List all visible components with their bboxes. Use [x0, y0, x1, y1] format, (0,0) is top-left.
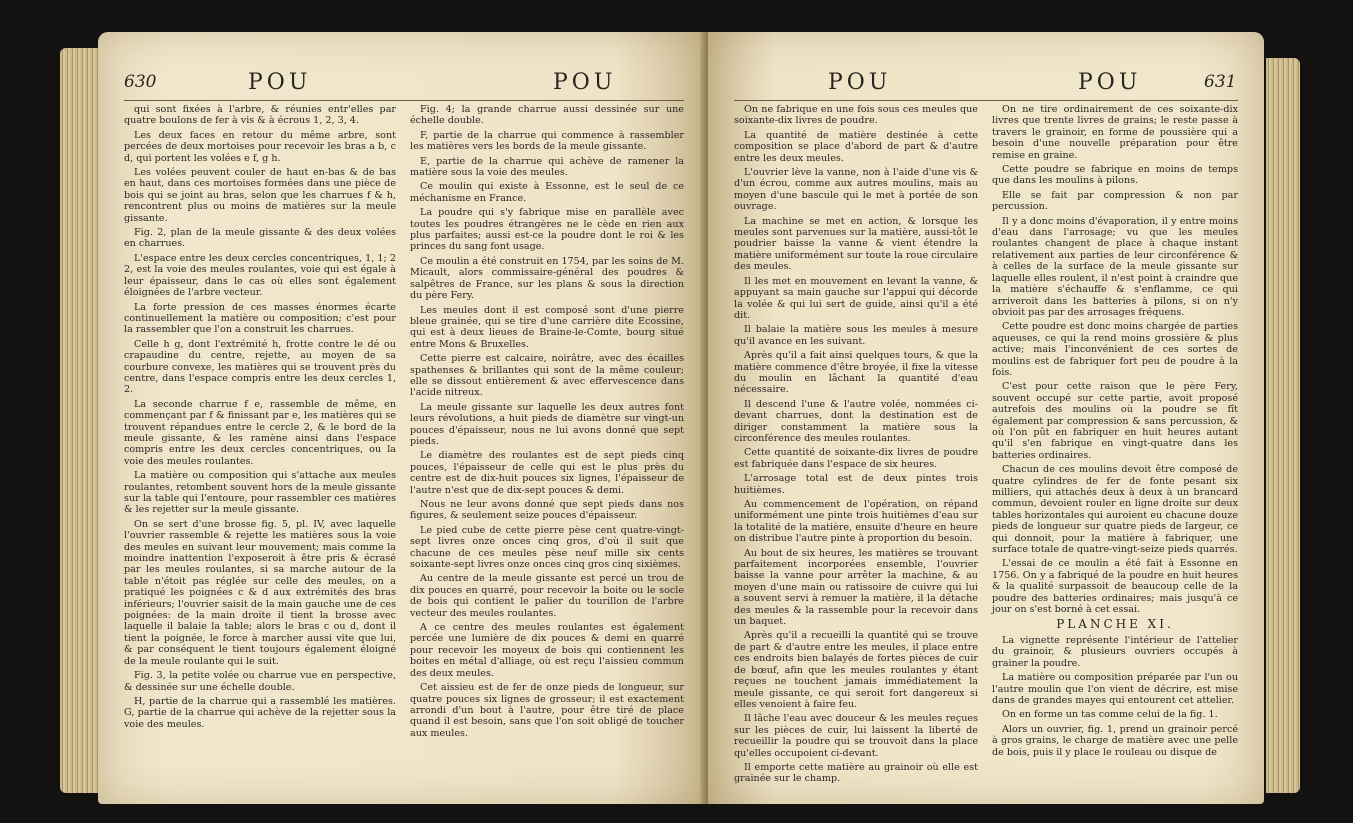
paragraph: La matière ou composition préparée par l'un ou l'autre moulin que l'on vient de décrire, est mise dans de grandes mayes qui entourent cet attelier.	[992, 672, 1238, 706]
paragraph: On en forme un tas comme celui de la fig. 1.	[1002, 709, 1218, 721]
paragraph: Alors un ouvrier, fig. 1, prend un grainoir percé à gros grains, le charge de matière avec une pelle de bois, puis il y place le rouleau ou disque de	[992, 723, 1238, 758]
paragraph: Le pied cube de cette pierre pèse cent quatre-vingt-sept livres onze onces cinq gros, d'où il suit que chacune de ces meules pèse neuf mille six cents soixante-sept livres onze onces cinq gros cinq sixièmes.	[410, 524, 684, 571]
paragraph: Chacun de ces moulins devoit être composé de quatre cylindres de fer de fonte pesant six milliers, qui attachés deux à deux à un brancard commun, devoient rouler en ligne droite sur deux tables horizontales qui auroient eu chacune douze pieds de longueur sur quatre pieds de largeur, ce qui donnoit, pour la matière à fabriquer, une surface totale de quatre-vingt-seize pieds quarrés.	[992, 464, 1238, 556]
paragraph: Fig. 3, la petite volée ou charrue vue en perspective, & dessinée sur une échelle double.	[124, 670, 396, 693]
paragraph: Il y a donc moins d'évaporation, il y entre moins d'eau dans l'arrosage; vu que les meules roulantes changent de place à chaque instant relativement aux parties de leur circonférence & à celles de la surface de la meule gissante sur laquelle elles roulent, il n'est point à craindre que la matière s'échauffe & s'enflamme, ce qui arriveroit dans les batteries à pilons, si on n'y obvioit pas par des arrosages fréquens.	[992, 215, 1238, 318]
text-column-right	[410, 104, 684, 742]
paragraph: A ce centre des meules roulantes est également percée une lumière de dix pouces & demi en quarré pour recevoir les moyeux de bois qui contiennent les boites en métal d'alliage, où est reçu l'aissieu commun des deux meules.	[410, 622, 684, 679]
text-column-left	[124, 104, 396, 733]
paragraph: La machine se met en action, & lorsque les meules sont parvenues sur la matière, aussi-tôt le poudrier baisse la vanne & vient étendre la matière uniformément sur toute la roue circulaire des meules.	[734, 215, 978, 273]
paragraph: E, partie de la charrue qui achève de ramener la matière sous la voie des meules.	[410, 155, 684, 179]
paragraph: La quantité de matière destinée à cette composition se place d'abord de part & d'autre entre les deux meules.	[734, 129, 978, 164]
paragraph: Cette poudre se fabrique en moins de temps que dans les moulins à pilons.	[992, 164, 1238, 187]
paragraph: Il emporte cette matière au grainoir où elle est grainée sur le champ.	[734, 761, 978, 785]
paragraph: Il les met en mouvement en levant la vanne, & appuyant sa main gauche sur l'appui qui décorde la volée & qui lui sert de guide, ainsi qu'il a été dit.	[734, 275, 978, 321]
paragraph: Les deux faces en retour du même arbre, sont percées de deux mortoises pour recevoir les bras a b, c d, qui portent les volées e f, g h.	[124, 129, 396, 164]
paragraph: La seconde charrue f e, rassemble de même, en commençant par f & finissant par e, les matières qui se trouvent répandues entre le cercle 2, & le bord de la meule gissante, & les ramène ainsi dans l'espace compris entre les deux cercles concentriques, ou la voie des meules roulantes.	[124, 398, 396, 467]
page-number: 631	[1204, 72, 1237, 92]
paragraph: La forte pression de ces masses énormes écarte continuellement la matière ou composition; c'est pour la rassembler que l'on a construit les charrues.	[124, 301, 396, 336]
paragraph: Elle se fait par compression & non par percussion.	[992, 189, 1238, 213]
paragraph: Fig. 2, plan de la meule gissante & des deux volées en charrues.	[124, 227, 396, 250]
section-heading: PLANCHE XI.	[1056, 617, 1174, 632]
page-number: 630	[124, 72, 157, 92]
running-head: POU	[1078, 70, 1142, 95]
paragraph: Fig. 4; la grande charrue aussi dessinée sur une échelle double.	[410, 104, 684, 127]
paragraph: On se sert d'une brosse fig. 5, pl. IV, avec laquelle l'ouvrier rassemble & rejette les matières sous la voie des meules en suivant leur mouvement; mais comme la moindre inattention l'exposeroit à être pris & écrasé par les meules roulantes, si sa marche autour de la table n'étoit pas réglée sur celle des meules, on a pratiqué les poignées c & d aux extrémités des bras inférieurs; l'ouvrier saisit de la main gauche une de ces poignées: de la main droite il tient la brosse avec laquelle il balaie la table; alors le bras c ou d, dont il tient la poignée, le force à marcher aussi vite que lui, & par conséquent le tient toujours également éloigné de la meule roulante qui le suit.	[124, 518, 396, 667]
paragraph: Nous ne leur avons donné que sept pieds dans nos figures, & seulement seize pouces d'épaisseur.	[410, 499, 684, 522]
text-column-left	[734, 104, 978, 788]
paragraph: F, partie de la charrue qui commence à rassembler les matières vers les bords de la meule gissante.	[410, 129, 684, 153]
paragraph: Le diamètre des roulantes est de sept pieds cinq pouces, l'épaisseur de celle qui est le plus près du centre est de dix-huit pouces six lignes, l'épaisseur de l'autre n'est que de dix-sept pouces & demi.	[410, 450, 684, 496]
right-page	[708, 32, 1264, 804]
running-head: POU	[828, 70, 892, 95]
paragraph: Après qu'il a fait ainsi quelques tours, & que la matière commence d'être broyée, il fixe la vitesse du moulin en lâchant la quantité d'eau nécessaire.	[734, 350, 978, 396]
page-edges-left	[60, 48, 100, 793]
paragraph: Au bout de six heures, les matières se trouvant parfaitement incorporées ensemble, l'ouvrier baisse la vanne pour arrêter la machine, & au moyen d'une main ou ratissoire de cuivre qui lui a souvent servi à remuer la matière, il la détache des meules & la rassemble pour la recevoir dans un baquet.	[734, 547, 978, 628]
paragraph: H, partie de la charrue qui a rassemblé les matières. G, partie de la charrue qui achève de la rejetter sous la voie des meules.	[124, 695, 396, 730]
paragraph: Il balaie la matière sous les meules à mesure qu'il avance en les suivant.	[734, 324, 978, 347]
paragraph: Ce moulin a été construit en 1754, par les soins de M. Micault, alors commissaire-général des poudres & salpêtres de France, sur les plans & sous la direction du père Fery.	[410, 255, 684, 302]
paragraph: On ne fabrique en une fois sous ces meules que soixante-dix livres de poudre.	[734, 104, 978, 127]
paragraph: Celle h g, dont l'extrémité h, frotte contre le dé ou crapaudine du centre, rejette, au moyen de sa courbure convexe, les matières qui se trouvent près du centre, dans l'espace compris entre les deux cercles 1, 2.	[124, 338, 396, 396]
paragraph: L'ouvrier lève la vanne, non à l'aide d'une vis & d'un écrou, comme aux autres moulins, mais au moyen d'une bascule qui le met à portée de son ouvrage.	[734, 167, 978, 213]
paragraph: L'espace entre les deux cercles concentriques, 1, 1; 2 2, est la voie des meules roulantes, voie qui est égale à leur épaisseur, dans le cas où elles sont également éloignées de l'arbre vecteur.	[124, 252, 396, 299]
paragraph: La meule gissante sur laquelle les deux autres font leurs révolutions, a huit pieds de diamètre sur vingt-un pouces d'épaisseur, nous ne lui avons donné que sept pieds.	[410, 401, 684, 447]
paragraph: qui sont fixées à l'arbre, & réunies entr'elles par quatre boulons de fer à vis & à écrous 1, 2, 3, 4.	[124, 104, 396, 127]
header-rule	[124, 100, 684, 101]
paragraph: Ce moulin qui existe à Essonne, est le seul de ce méchanisme en France.	[410, 181, 684, 204]
paragraph: La poudre qui s'y fabrique mise en parallèle avec toutes les poudres étrangères ne le cède en rien aux plus parfaites; aussi est-ce la poudre dont le roi & les princes du sang font usage.	[410, 207, 684, 253]
open-book	[60, 18, 1300, 808]
paragraph: Il descend l'une & l'autre volée, nommées ci-devant charrues, dont la destination est de diriger constamment la matière sous la circonférence des meules roulantes.	[734, 398, 978, 444]
paragraph: Après qu'il a recueilli la quantité qui se trouve de part & d'autre entre les meules, il place entre ces endroits bien balayés de fortes pièces de cuir de bœuf, afin que les meules roulantes y étant reçues ne touchent jamais immédiatement la meule gissante, ce qui seroit fort dangereux si elles venoient à faire feu.	[734, 630, 978, 710]
header-rule	[734, 100, 1238, 101]
paragraph: L'essai de ce moulin a été fait à Essonne en 1756. On y a fabriqué de la poudre en huit heures & la qualité surpassoit de beaucoup celle de la poudre des batteries ordinaires; mais jusqu'à ce jour on s'est borné à cet essai.	[992, 558, 1238, 616]
left-page	[98, 32, 706, 804]
paragraph: Cette quantité de soixante-dix livres de poudre est fabriquée dans l'espace de six heures.	[734, 447, 978, 470]
paragraph: La vignette représente l'intérieur de l'attelier du grainoir, & plusieurs ouvriers occupés à grainer la poudre.	[992, 634, 1238, 669]
paragraph: C'est pour cette raison que le père Fery, souvent occupé sur cette partie, avoit proposé autrefois des moulins où la poudre se fît également par compression & sans percussion, & où l'on pût en fabriquer en huit heures autant qu'il s'en fabrique en vingt-quatre dans les batteries ordinaires.	[992, 381, 1238, 461]
paragraph: L'arrosage total est de deux pintes trois huitièmes.	[734, 473, 978, 496]
paragraph: On ne tire ordinairement de ces soixante-dix livres que trente livres de grains; le reste passe à travers le grainoir, en forme de poussière qui a besoin d'une nouvelle préparation pour être remise en graine.	[992, 104, 1238, 161]
paragraph: Les volées peuvent couler de haut en-bas & de bas en haut, dans ces mortoises formées dans une pièce de bois qui se joint au bras, selon que les charrues f & h, rencontrent plus ou moins de matières sur la meule gissante.	[124, 167, 396, 224]
paragraph: Au commencement de l'opération, on répand uniformément une pinte trois huitièmes d'eau sur la totalité de la matière, ensuite d'heure en heure on distribue l'autre pinte à proportion du besoin.	[734, 499, 978, 545]
paragraph: Cette poudre est donc moins chargée de parties aqueuses, ce qui la rend moins grossière & plus active; mais l'inconvénient de ces sortes de moulins est de fabriquer fort peu de poudre à la fois.	[992, 321, 1238, 378]
page-edges-right	[1266, 58, 1300, 793]
paragraph: La matière ou composition qui s'attache aux meules roulantes, retombent souvent hors de la meule gissante sur la table qui l'entoure, pour rassembler ces matières & les rejetter sur la meule gissante.	[124, 470, 396, 516]
paragraph: Au centre de la meule gissante est percé un trou de dix pouces en quarré, pour recevoir la boite ou le socle de bois qui contient le palier du tourillon de l'arbre vecteur des meules roulantes.	[410, 573, 684, 619]
paragraph: Il lâche l'eau avec douceur & les meules reçues sur les pièces de cuir, lui laissent la liberté de recueillir la poudre qui se trouvoit dans la place qu'elles occupoient ci-devant.	[734, 713, 978, 759]
running-head: POU	[248, 70, 312, 95]
running-head: POU	[553, 70, 617, 95]
paragraph: Cette pierre est calcaire, noirâtre, avec des écailles spathenses & brillantes qui sont de la même couleur; elle se dissout entièrement & avec effervescence dans l'acide nitreux.	[410, 353, 684, 399]
text-column-right	[992, 104, 1238, 761]
paragraph: Cet aissieu est de fer de onze pieds de longueur, sur quatre pouces six lignes de grosseur; il est exactement arrondi d'un bout à l'autre, pour être tiré de place quand il est besoin, sans que l'on soit obligé de toucher aux meules.	[410, 682, 684, 739]
paragraph: Les meules dont il est composé sont d'une pierre bleue grainée, qui se tire d'une carrière dite Ecossine, qui est à deux lieues de Braine-le-Comte, bourg situé entre Mons & Bruxelles.	[410, 304, 684, 350]
